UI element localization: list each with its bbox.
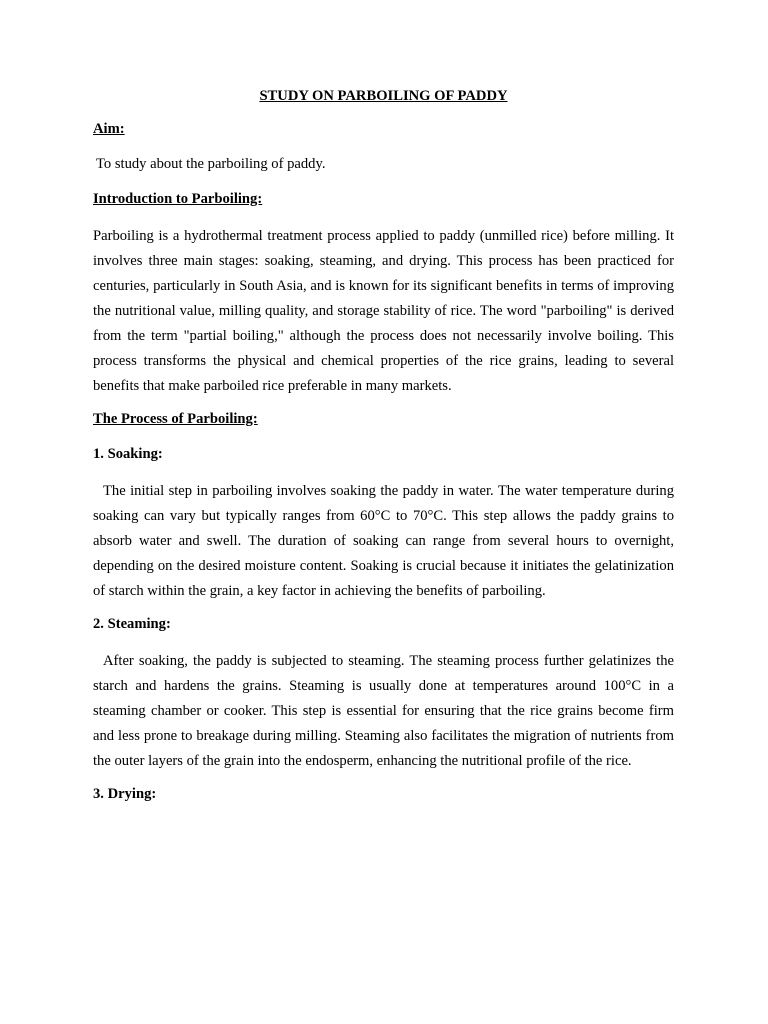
soaking-paragraph: The initial step in parboiling involves soaking the paddy in water. The water temperature during soaking can vary but typically ranges from 60°C to 70°C. This step allows the paddy grains to absorb water and swell. The duration of soaking can range from several hours to overnight, depending on the desired moisture content. Soaking is crucial because it initiates the gelatinization of starch within the grain, a key factor in achieving the benefits of parboiling. bbox=[93, 483, 674, 599]
document-title: STUDY ON PARBOILING OF PADDY bbox=[259, 88, 508, 104]
steaming-paragraph: After soaking, the paddy is subjected to steaming. The steaming process further gelatinizes the starch and hardens the grains. Steaming is usually done at temperatures around 100°C in a steaming chamber or cooker. This step is essential for ensuring that the rice grains become firm and less prone to breakage during milling. Steaming also facilitates the migration of nutrients from the outer layers of the grain into the endosperm, enhancing the nutritional profile of the rice. bbox=[93, 653, 674, 769]
aim-text: To study about the parboiling of paddy. bbox=[96, 156, 326, 172]
document-page bbox=[93, 86, 674, 819]
process-heading: The Process of Parboiling: bbox=[93, 411, 258, 427]
soaking-heading: 1. Soaking: bbox=[93, 446, 163, 462]
intro-paragraph: Parboiling is a hydrothermal treatment process applied to paddy (unmilled rice) before milling. It involves three main stages: soaking, steaming, and drying. This process has been practiced for centuries, particularly in South Asia, and is known for its significant benefits in terms of improving the nutritional value, milling quality, and storage stability of rice. The word "parboiling" is derived from the term "partial boiling," although the process does not necessarily involve boiling. This process transforms the physical and chemical properties of the rice grains, leading to several benefits that make parboiled rice preferable in many markets. bbox=[93, 228, 674, 394]
drying-heading: 3. Drying: bbox=[93, 786, 157, 802]
aim-heading: Aim: bbox=[93, 121, 125, 137]
intro-heading: Introduction to Parboiling: bbox=[93, 191, 263, 207]
steaming-heading: 2. Steaming: bbox=[93, 616, 171, 632]
